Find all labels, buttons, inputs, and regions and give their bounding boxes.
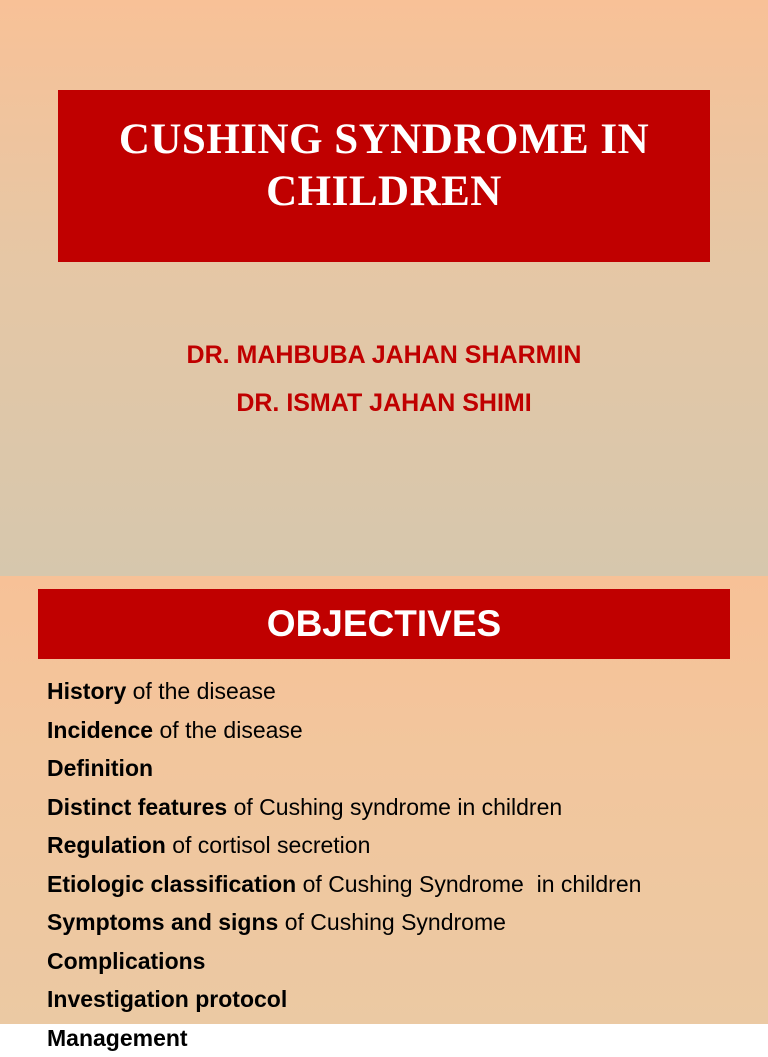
objectives-slide <box>0 576 768 1024</box>
objective-item-regulation <box>47 826 762 865</box>
title-line-2: CHILDREN <box>58 166 710 218</box>
objective-item-definition <box>47 749 762 788</box>
objective-item-incidence <box>47 711 762 750</box>
objective-term: Definition <box>47 755 153 781</box>
author-1: DR. MAHBUBA JAHAN SHARMIN <box>0 340 768 370</box>
objective-item-etiologic-classification <box>47 865 762 904</box>
objective-term: Distinct features <box>47 794 227 820</box>
objective-term: Etiologic classification <box>47 871 296 897</box>
objective-detail: of Cushing Syndrome in children <box>296 871 641 897</box>
objective-term: Complications <box>47 948 205 974</box>
objective-item-history <box>47 672 762 711</box>
objective-detail: of Cushing syndrome in children <box>227 794 562 820</box>
objective-item-investigation <box>47 980 762 1019</box>
objectives-heading: OBJECTIVES <box>38 589 730 659</box>
objective-detail: of cortisol secretion <box>166 832 371 858</box>
objectives-list <box>47 672 762 1057</box>
objective-detail: of the disease <box>153 717 303 743</box>
objective-detail: of the disease <box>126 678 276 704</box>
objective-term: Incidence <box>47 717 153 743</box>
author-2: DR. ISMAT JAHAN SHIMI <box>0 388 768 418</box>
objective-term: History <box>47 678 126 704</box>
objective-term: Symptoms and signs <box>47 909 278 935</box>
objective-term: Investigation protocol <box>47 986 287 1012</box>
objective-item-distinct-features <box>47 788 762 827</box>
objective-detail: of Cushing Syndrome <box>278 909 506 935</box>
objective-item-complications <box>47 942 762 981</box>
title-line-1: CUSHING SYNDROME IN <box>58 114 710 166</box>
objective-term: Regulation <box>47 832 166 858</box>
objective-term: Management <box>47 1025 188 1051</box>
title-banner <box>58 90 710 262</box>
objective-item-symptoms-signs <box>47 903 762 942</box>
objective-item-management <box>47 1019 762 1057</box>
